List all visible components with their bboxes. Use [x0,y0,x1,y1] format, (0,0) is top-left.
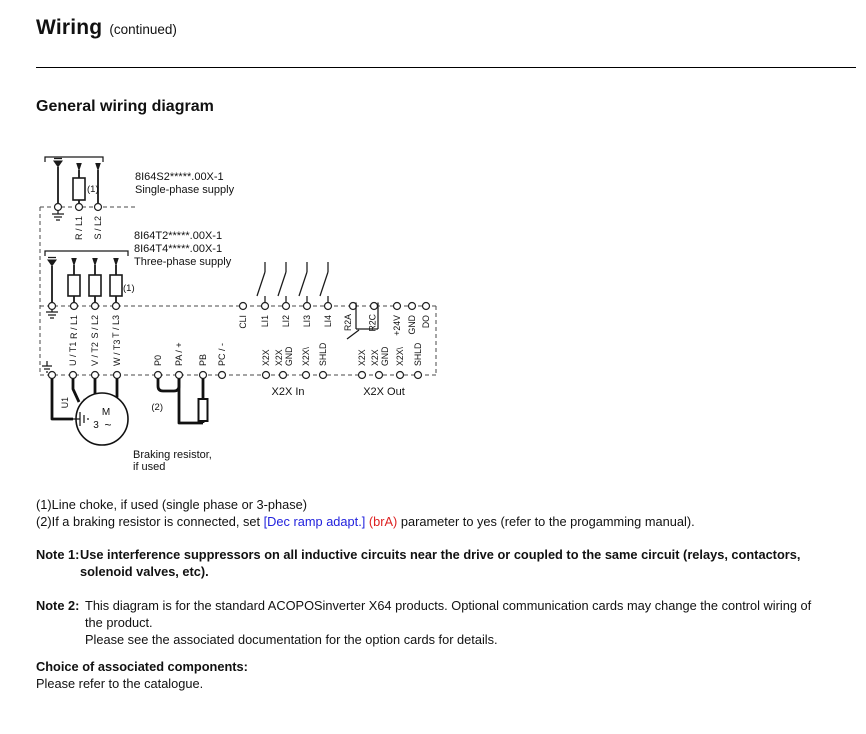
page-title: Wiring [36,16,103,39]
motor-wiring [52,379,128,446]
terminal-label-cli: CLI [238,315,249,329]
terminal-label-li1: LI1 [260,315,271,328]
motor-lead-u1: U1 [60,397,71,409]
choke-ref-three: (1) [123,283,135,294]
terminal-label-r-l1-sp: R / L1 [74,216,85,241]
note-2-line1: This diagram is for the standard ACOPOSinverter X64 products. Optional communication cards may change the control wiring of [85,598,812,613]
terminal-label-s-l2-sp: S / L2 [93,216,104,240]
closing-block [36,658,248,692]
note-2-line2: the product. [85,615,153,630]
terminal-label-t-l3: T / L3 [111,315,122,338]
motor-m: M [101,407,111,418]
ground-symbol [52,211,64,221]
terminal-label-x2x-inv: X2X\ [301,347,312,366]
terminal-label-pb: PB [198,353,209,366]
caption-three-phase: Three-phase supply [134,256,232,268]
terminal-label-li3: LI3 [302,315,313,328]
terminal-label-24v: +24V [392,315,403,336]
terminal-label-pc: PC / - [217,342,228,366]
parameter-name-link: [Dec ramp adapt.] [263,514,366,529]
earth-icon [42,361,52,372]
motor-output-terminals [68,340,122,366]
note-2 [36,597,811,648]
wiring-diagram [0,140,500,500]
io-terminals [392,315,431,336]
note-1-line2: solenoid valves, etc). [80,564,209,579]
terminal-label-u-t1: U / T1 [68,341,79,366]
model-three-phase-b: 8I64T4*****.00X-1 [134,243,223,255]
closing-heading: Choice of associated components: [36,659,248,674]
terminal-label-x2x-gnd-b: GND [380,346,390,366]
page-title-suffix: (continued) [109,22,177,37]
footnote-1-text: Line choke, if used (single phase or 3-phase) [51,497,308,512]
terminal-label-x2x-gnd-b: GND [284,346,294,366]
note-2-line3: Please see the associated documentation for the option cards for details. [85,632,498,647]
ground-symbol [46,310,58,319]
braking-ref: (2) [151,402,163,413]
note-1 [36,546,800,580]
terminal-label-gnd: GND [407,315,418,335]
terminal-label-x2x-gnd-a: X2X [370,349,380,366]
footnotes [36,496,695,530]
note-1-label: Note 1: [36,547,80,562]
logic-inputs [238,262,333,329]
terminal-label-shld: SHLD [318,342,329,366]
footnote-1 [36,496,695,513]
note-2-label: Note 2: [36,598,80,613]
footnote-2 [36,513,695,530]
section-title: General wiring diagram [36,98,214,115]
terminal-label-x2x-inv: X2X\ [395,347,406,366]
terminal-label-pa: PA / + [174,342,185,366]
x2x-in-port [261,343,328,398]
braking-caption-1: Braking resistor, [133,449,212,461]
braking-resistor-circuit [133,379,212,474]
terminal-label-do: DO [421,315,432,329]
motor-3: 3 [93,420,99,431]
caption-single-phase: Single-phase supply [135,184,235,196]
model-single-phase: 8I64S2*****.00X-1 [135,171,224,183]
terminal-label-w-t3: W / T3 [112,339,123,366]
terminal-label-s-l2: S / L2 [90,315,101,339]
motor-sine: ~ [104,418,112,432]
terminal-label-x2x-gnd-a: X2X [274,349,284,366]
terminal-label-r-l1: R / L1 [69,315,80,340]
terminal-label-v-t2: V / T2 [90,342,101,366]
note-1-line1: Use interference suppressors on all inductive circuits near the drive or coupled to the same circuit (relays, contactors, [80,547,801,562]
single-phase-supply [40,157,235,240]
braking-caption-2: if used [133,461,166,473]
x2x-out-port [357,343,423,398]
terminal-label-x2x: X2X [357,349,368,366]
model-three-phase-a: 8I64T2*****.00X-1 [134,230,223,242]
footnote-2-post: parameter to yes (refer to the progamming manual). [397,514,695,529]
terminal-label-r2a: R2A [343,314,353,332]
header-divider [36,67,856,68]
terminal-label-shld: SHLD [413,342,424,366]
switch-icon [257,262,328,303]
footnote-2-pre: If a braking resistor is connected, set [51,514,264,529]
x2x-in-caption: X2X In [271,386,305,398]
closing-body: Please refer to the catalogue. [36,676,204,691]
terminal-label-x2x: X2X [261,349,272,366]
page-header [36,16,177,40]
footnote-1-ref: (1) [36,497,52,512]
x2x-out-caption: X2X Out [363,386,405,398]
footnote-2-ref: (2) [36,514,52,529]
terminal-label-li2: LI2 [281,315,292,328]
dc-bus-terminals [153,342,227,366]
three-phase-supply [45,230,232,339]
parameter-code: (brA) [365,514,398,529]
terminal-label-p0: P0 [153,354,164,366]
terminal-label-li4: LI4 [323,315,334,328]
choke-ref-single: (1) [87,184,99,195]
terminal-label-r2c: R2C [367,314,378,332]
